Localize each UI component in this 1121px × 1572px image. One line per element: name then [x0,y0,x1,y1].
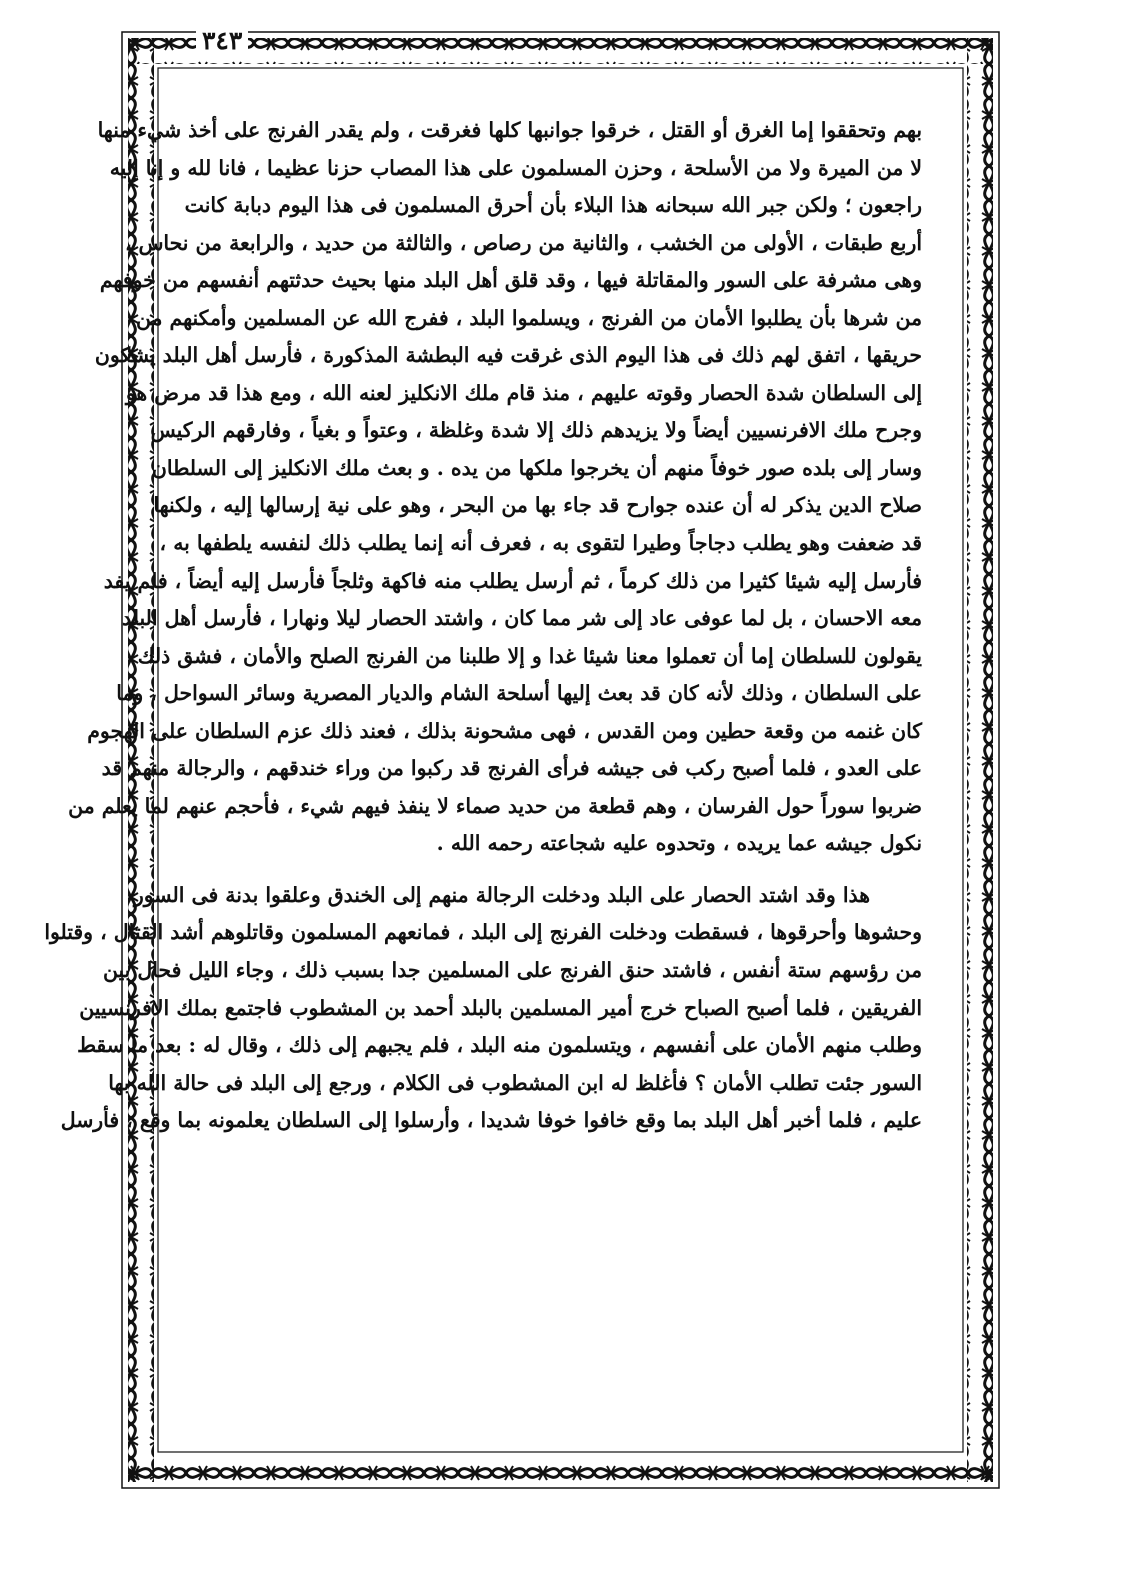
text-line: وطلب منهم الأمان على أنفسهم ، ويتسلمون منه البلد ، فلم يجبهم إلى ذلك ، وقال له : بعد ما سقط [77,1033,922,1058]
text-line: وحشوها وأحرقوها ، فسقطت ودخلت الفرنج إلى البلد ، فمانعهم المسلمون وقاتلوهم أشد القتال ، وقتلوا [44,920,922,945]
text-line: عليم ، فلما أخبر أهل البلد بما وقع خافوا خوفا شديدا ، وأرسلوا إلى السلطان يعلمونه بما وقع ، فأرسل [60,1108,922,1133]
text-line: ضربوا سوراً حول الفرسان ، وهم قطعة من حديد صماء لا ينفذ فيهم شيء ، فأحجم عنهم لما يعلم من [68,793,922,818]
text-line: وهى مشرفة على السور والمقاتلة فيها ، وقد قلق أهل البلد منها بحيث حدثتهم أنفسهم من خوفهم [99,268,922,293]
text-line: هذا وقد اشتد الحصار على البلد ودخلت الرجالة منهم إلى الخندق وعلقوا بدنة فى السور [133,882,870,907]
text-line: وسار إلى بلده صور خوفاً منهم أن يخرجوا ملكها من يده . و بعث ملك الانكليز إلى السلطان [151,455,922,480]
text-line: فأرسل إليه شيئا كثيرا من ذلك كرماً ، ثم أرسل يطلب منه فاكهة وثلجاً فأرسل إليه أيضاً ، فلم يفد [103,568,922,593]
paragraph-gap [200,863,922,877]
text-line: حريقها ، اتفق لهم ذلك فى هذا اليوم الذى غرقت فيه البطشة المذكورة ، فأرسل أهل البلد يشكون [94,343,922,368]
text-line: كان غنمه من وقعة حطين ومن القدس ، فهى مشحونة بذلك ، فعند ذلك عزم السلطان على الهجوم [87,718,922,743]
text-line: من شرها بأن يطلبوا الأمان من الفرنج ، ويسلموا البلد ، ففرج الله عن المسلمين وأمكنهم من [136,305,922,330]
text-line: من رؤسهم ستة أنفس ، فاشتد حنق الفرنج على المسلمين جدا بسبب ذلك ، وجاء الليل فحال بين [102,958,922,983]
text-line: على السلطان ، وذلك لأنه كان قد بعث إليها أسلحة الشام والديار المصرية وسائر السواحل ، وما [116,681,922,706]
main-text-body [44,112,922,1140]
text-line: نكول جيشه عما يريده ، وتحدوه عليه شجاعته رحمه الله . [436,831,922,856]
text-line: السور جئت تطلب الأمان ؟ فأغلظ له ابن المشطوب فى الكلام ، ورجع إلى البلد فى حالة الله بها [108,1070,922,1095]
text-line: أربع طبقات ، الأولى من الخشب ، والثانية من رصاص ، والثالثة من حديد ، والرابعة من نحاس ، [124,230,922,255]
text-line: لا من الميرة ولا من الأسلحة ، وحزن المسلمون على هذا المصاب حزنا عظيما ، فانا لله و إنا إليه [109,155,922,180]
paragraph [68,112,922,863]
text-line: صلاح الدين يذكر له أن عنده جوارح قد جاء بها من البحر ، وهو على نية إرسالها إليه ، ولكنها [153,493,922,518]
text-line: على العدو ، فلما أصبح ركب فى جيشه فرأى الفرنج قد ركبوا من وراء خندقهم ، والرجالة منهم قد [101,756,922,781]
text-line: إلى السلطان شدة الحصار وقوته عليهم ، منذ قام ملك الانكليز لعنه الله ، ومع هذا قد مرض هو [125,380,922,405]
text-line: قد ضعفت وهو يطلب دجاجاً وطيرا لتقوى به ، فعرف أنه إنما يطلب ذلك لنفسه يلطفها به ، [159,531,922,556]
text-line: يقولون للسلطان إما أن تعملوا معنا شيئا غدا و إلا طلبنا من الفرنج الصلح والأمان ، فشق ذلك [137,643,922,668]
paragraph [44,877,922,1140]
text-line: بهم وتحققوا إما الغرق أو القتل ، خرقوا جوانبها كلها فغرقت ، ولم يقدر الفرنج على أخذ شيء منها [97,118,922,142]
text-line: راجعون ؛ ولكن جبر الله سبحانه هذا البلاء بأن أحرق المسلمون فى هذا اليوم دبابة كانت [184,193,922,218]
text-line: وجرح ملك الافرنسيين أيضاً ولا يزيدهم ذلك إلا شدة وغلظة ، وعتواً و بغياً ، وفارقهم الركيس [150,418,922,443]
text-line: معه الاحسان ، بل لما عوفى عاد إلى شر مما كان ، واشتد الحصار ليلا ونهارا ، فأرسل أهل البلد [122,606,922,631]
page-number: ٣٤٣ [196,24,248,58]
text-line: الفريقين ، فلما أصبح الصباح خرج أمير المسلمين بالبلد أحمد بن المشطوب فاجتمع بملك الافرنسيين [79,995,922,1020]
